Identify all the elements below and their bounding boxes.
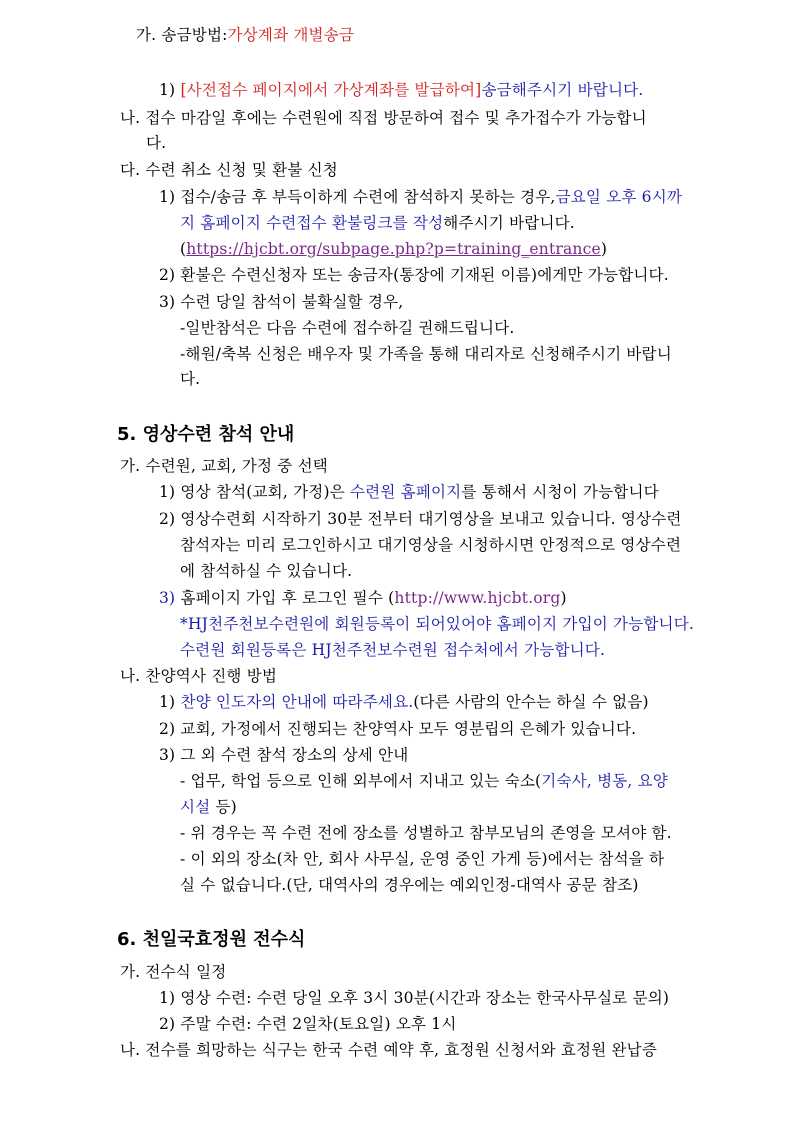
text-line: -해원/축복 신청은 배우자 및 가족을 통해 대리자로 신청해주시기 바랍니 (180, 345, 672, 363)
text-line: 실 수 없습니다.(단, 대역사의 경우에는 예외인정-대역사 공문 참조) (180, 876, 639, 894)
text-segment: 홈페이지 가입 후 로그인 필수 ( (180, 589, 395, 607)
text-line: 나. 접수 마감일 후에는 수련원에 직접 방문하여 접수 및 추가접수가 가능합니 (120, 109, 647, 127)
text-line (180, 212, 575, 234)
text-line: - 이 외의 장소(차 안, 회사 사무실, 운영 중인 가게 등)에서는 참석을 하 (180, 850, 665, 868)
text-line (159, 587, 567, 609)
text-line: 1) 영상 수련: 수련 당일 오후 3시 30분(시간과 장소는 한국사무실로 문의) (159, 989, 670, 1007)
text-segment: 를 통해서 시청이 가능합니다 (461, 483, 659, 501)
text-line: - 위 경우는 꼭 수련 전에 장소를 성별하고 참부모님의 존영을 모셔야 함. (180, 824, 672, 842)
text-segment: (다른 사람의 안수는 하실 수 없음) (413, 693, 649, 711)
text-line: *HJ천주천보수련원에 회원등록이 되어있어야 홈페이지 가입이 가능합니다. (180, 615, 695, 633)
highlight-text: 수련원 홈페이지 (350, 483, 462, 501)
text-line: 수련원 회원등록은 HJ천주천보수련원 접수처에서 가능합니다. (180, 641, 606, 659)
text-segment: 1) 영상 참석(교회, 가정)은 (159, 483, 350, 501)
text-line: 다. 수련 취소 신청 및 환불 신청 (120, 161, 338, 179)
text-line: 3) 수련 당일 참석이 불확실할 경우, (159, 293, 404, 311)
text-segment: 가. 송금방법: (136, 26, 228, 44)
text-line: 나. 전수를 희망하는 식구는 한국 수련 예약 후, 효정원 신청서와 효정원 완납증 (120, 1041, 658, 1059)
text-segment: ( (180, 240, 187, 258)
text-line: 나. 찬양역사 진행 방법 (120, 667, 278, 685)
text-segment: 1) 접수/송금 후 부득이하게 수련에 참석하지 못하는 경우, (159, 188, 556, 206)
text-line: 다. (180, 370, 201, 388)
section-heading: 5. 영상수련 참석 안내 (117, 424, 295, 445)
text-line (180, 770, 668, 792)
text-segment: ) (560, 589, 567, 607)
text-line: 2) 주말 수련: 수련 2일차(토요일) 오후 1시 (159, 1015, 457, 1033)
text-segment: 해주시기 바랍니다. (443, 214, 575, 232)
highlight-text: 지 홈페이지 수련접수 환불링크를 작성 (180, 214, 444, 232)
highlight-text: 시설 (180, 798, 211, 816)
text-line: -일반참석은 다음 수련에 접수하길 권해드립니다. (180, 319, 515, 337)
highlight-text: 3) (159, 589, 181, 607)
refund-link[interactable]: https://hjcbt.org/subpage.php?p=training_entrance (186, 240, 601, 258)
highlight-text: 기숙사, 병동, 요양 (541, 772, 669, 790)
text-line: 참석자는 미리 로그인하시고 대기영상을 시청하시면 안정적으로 영상수련 (180, 536, 682, 554)
text-line (136, 24, 354, 46)
section-heading: 6. 천일국효정원 전수식 (117, 929, 306, 950)
text-line: 2) 환불은 수련신청자 또는 송금자(통장에 기재된 이름)에게만 가능합니다. (159, 266, 669, 284)
text-segment: 등) (210, 798, 237, 816)
text-segment: 1) (159, 81, 181, 99)
highlight-text: 송금해주시기 바랍니다. (481, 81, 644, 99)
text-line (180, 238, 607, 260)
text-segment: 1) (159, 693, 181, 711)
text-line: 에 참석하실 수 있습니다. (180, 562, 353, 580)
text-line (159, 186, 682, 208)
text-line: 가. 수련원, 교회, 가정 중 선택 (120, 457, 328, 475)
text-line: 3) 그 외 수련 참석 장소의 상세 안내 (159, 746, 409, 764)
text-line (159, 481, 659, 503)
text-line: 가. 전수식 일정 (120, 963, 227, 981)
highlight-text: [사전접수 페이지에서 가상계좌를 발급하여] (180, 81, 482, 99)
highlight-text: 찬양 인도자의 안내에 따라주세요. (180, 693, 414, 711)
text-line: 2) 영상수련회 시작하기 30분 전부터 대기영상을 보내고 있습니다. 영상수련 (159, 510, 682, 528)
text-line (159, 691, 649, 713)
text-line: 다. (146, 134, 167, 152)
text-line (159, 79, 643, 101)
text-segment: - 업무, 학업 등으로 인해 외부에서 지내고 있는 숙소( (180, 772, 542, 790)
highlight-text: 가상계좌 개별송금 (227, 26, 355, 44)
text-segment: ) (600, 240, 608, 258)
text-line: 2) 교회, 가정에서 진행되는 찬양역사 모두 영분립의 은혜가 있습니다. (159, 720, 637, 738)
text-line (180, 796, 237, 818)
homepage-url[interactable]: http://www.hjcbt.org (394, 589, 561, 607)
highlight-text: 금요일 오후 6시까 (555, 188, 683, 206)
